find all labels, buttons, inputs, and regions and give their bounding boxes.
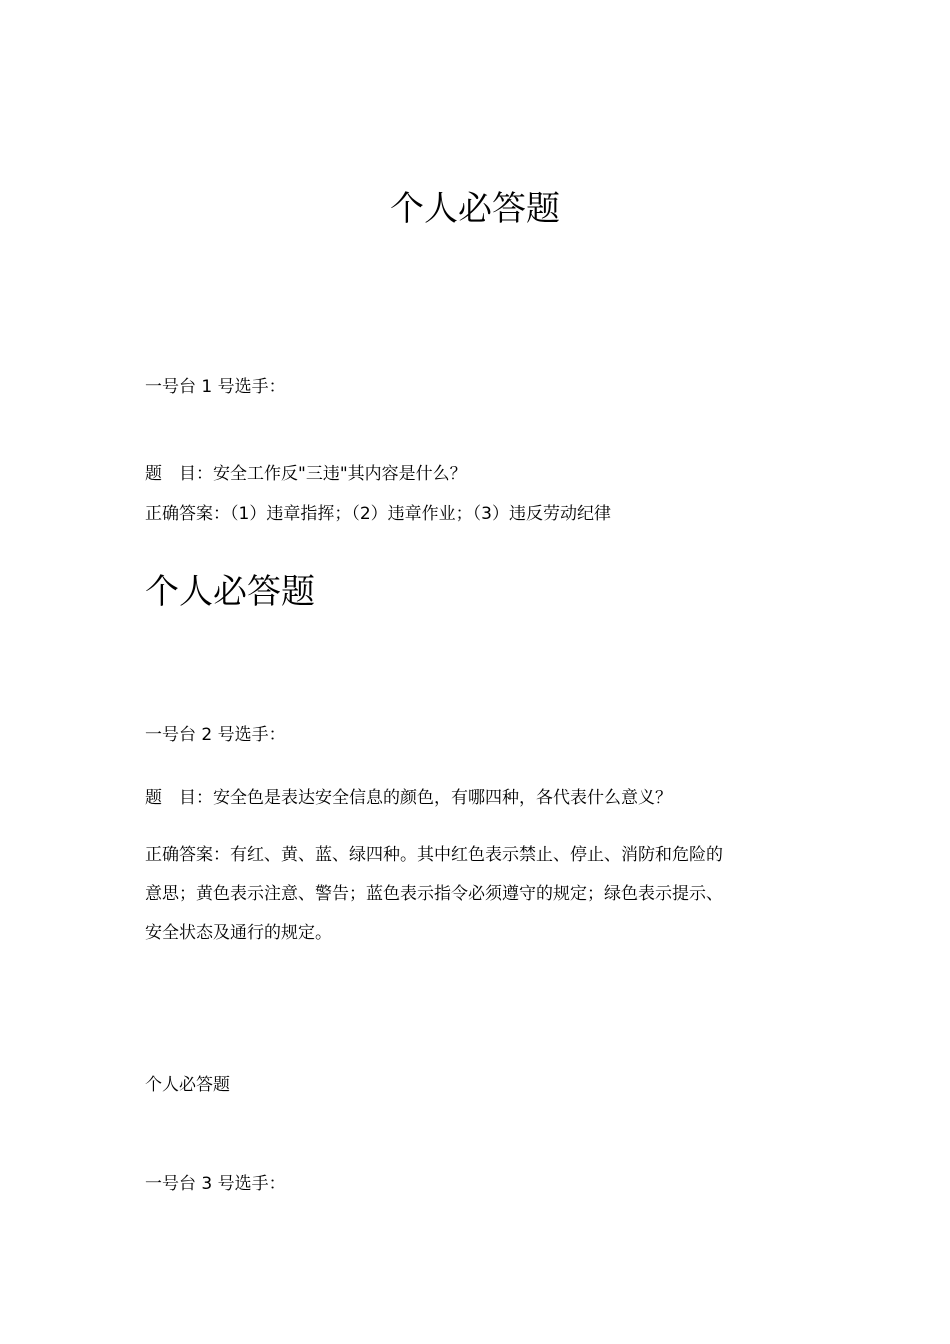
answer-line-3: 安全状态及通行的规定。 xyxy=(145,923,332,943)
section-1-question xyxy=(145,463,467,485)
section-1-title: 个人必答题 xyxy=(390,189,560,229)
section-3-player: 一号台 3 号选手： xyxy=(145,1174,286,1194)
answer-label: 正确答案： xyxy=(145,845,230,865)
answer-line-2: 意思；黄色表示注意、警告；蓝色表示指令必须遵守的规定；绿色表示提示、 xyxy=(145,884,723,904)
answer-text: （1）违章指挥；（2）违章作业；（3）违反劳动纪律 xyxy=(230,504,611,524)
answer-text-1: 有红、黄、蓝、绿四种。其中红色表示禁止、停止、消防和危险的 xyxy=(230,845,723,865)
question-label: 题 目： xyxy=(145,464,213,484)
section-1-answer xyxy=(145,503,611,525)
section-1-player: 一号台 1 号选手： xyxy=(145,377,286,397)
question-label: 题 目： xyxy=(145,788,213,808)
section-2-title: 个人必答题 xyxy=(145,572,315,612)
section-2-question xyxy=(145,787,672,809)
section-2-player: 一号台 2 号选手： xyxy=(145,725,286,745)
section-2-answer xyxy=(145,836,805,953)
answer-line-1 xyxy=(145,836,805,875)
question-text: 安全工作反"三违"其内容是什么？ xyxy=(213,464,467,484)
question-text: 安全色是表达安全信息的颜色，有哪四种，各代表什么意义？ xyxy=(213,788,672,808)
answer-label: 正确答案： xyxy=(145,504,230,524)
section-3-title: 个人必答题 xyxy=(145,1075,230,1095)
